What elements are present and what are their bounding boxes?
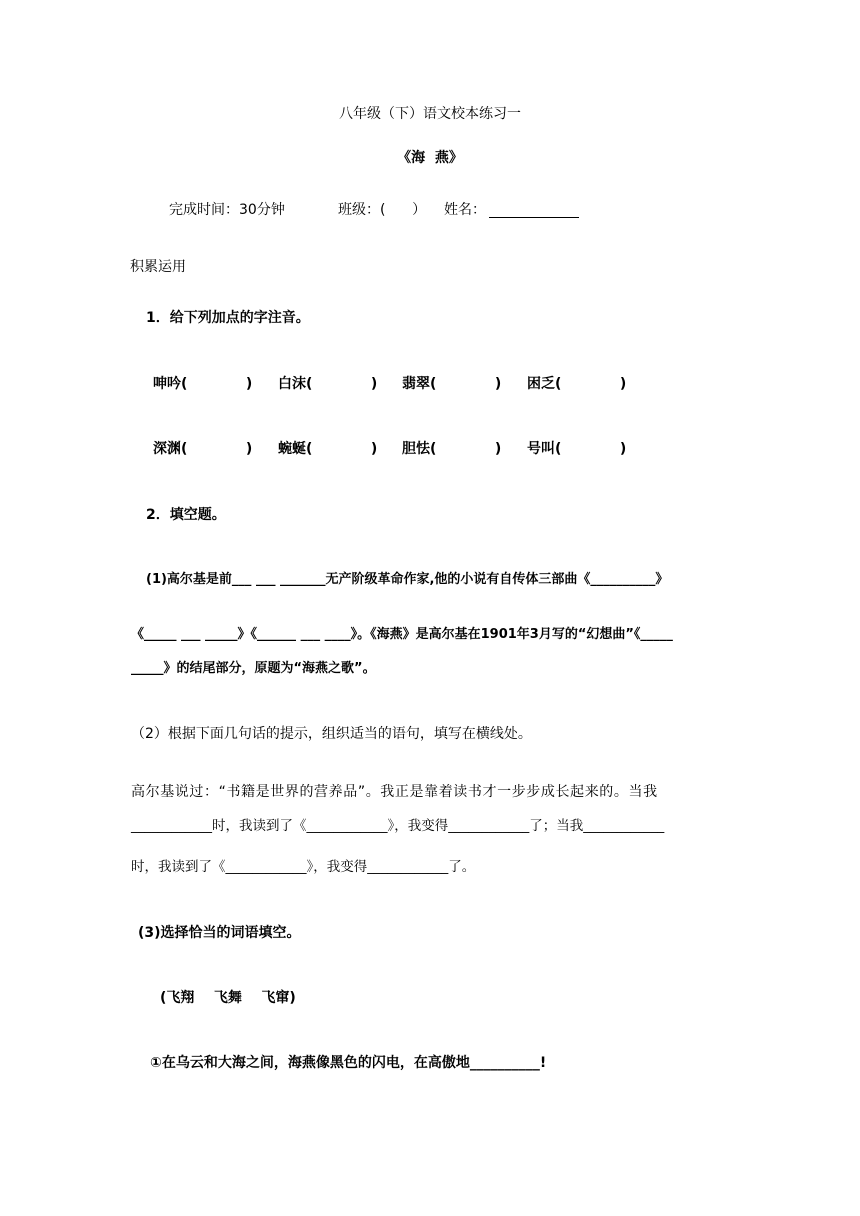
fill-1-line-2: 《_____ ___ _____》《______ ___ ____》。《海燕》是高尔基在1901年3月写的“幻想曲”《_____ (131, 627, 673, 642)
fill-2-line-1: 高尔基说过：“书籍是世界的营养品”。我正是靠着读书才一步步成长起来的。当我 (131, 784, 658, 800)
fill-2-line-2: ____________时，我读到了《____________》，我变得____________了；当我____________ (131, 818, 665, 834)
pinyin-item: 胆怯( ) (402, 441, 502, 457)
pinyin-item: 深渊( ) (153, 441, 253, 457)
fill-1-line-1: (1)高尔基是前___ ___ _______无产阶级革命作家,他的小说有自传体三部曲《__________》 (146, 572, 669, 587)
question-1-prompt: 1．给下列加点的字注音。 (146, 310, 310, 326)
pinyin-item: 呻吟( ) (153, 376, 253, 392)
pinyin-item: 号叫( ) (527, 441, 627, 457)
section-heading: 积累运用 (130, 259, 186, 275)
fill-3-item-1: ①在乌云和大海之间，海燕像黑色的闪电，在高傲地__________! (150, 1055, 547, 1071)
lesson-title: 《海 燕》 (397, 150, 463, 166)
pinyin-item: 困乏( ) (527, 376, 627, 392)
question-2-prompt: 2．填空题。 (146, 507, 226, 523)
name-field-label: 姓名： (444, 202, 486, 218)
fill-1-line-3: _____》的结尾部分，原题为“海燕之歌”。 (131, 661, 376, 676)
word-options: (飞翔 飞舞 飞窜) (160, 990, 296, 1006)
pinyin-item: 蜿蜒( ) (278, 441, 378, 457)
page-title: 八年级（下）语文校本练习一 (339, 106, 521, 122)
class-field: 班级：( ） (338, 202, 427, 218)
pinyin-item: 翡翠( ) (402, 376, 502, 392)
pinyin-item: 白沫( ) (278, 376, 378, 392)
fill-2-prompt: （2）根据下面几句话的提示，组织适当的语句，填写在横线处。 (131, 726, 532, 742)
name-blank (489, 203, 579, 218)
completion-time: 完成时间：30分钟 (169, 202, 285, 218)
fill-2-line-3: 时，我读到了《____________》，我变得____________了。 (131, 859, 476, 875)
fill-3-prompt: (3)选择恰当的词语填空。 (138, 925, 301, 941)
